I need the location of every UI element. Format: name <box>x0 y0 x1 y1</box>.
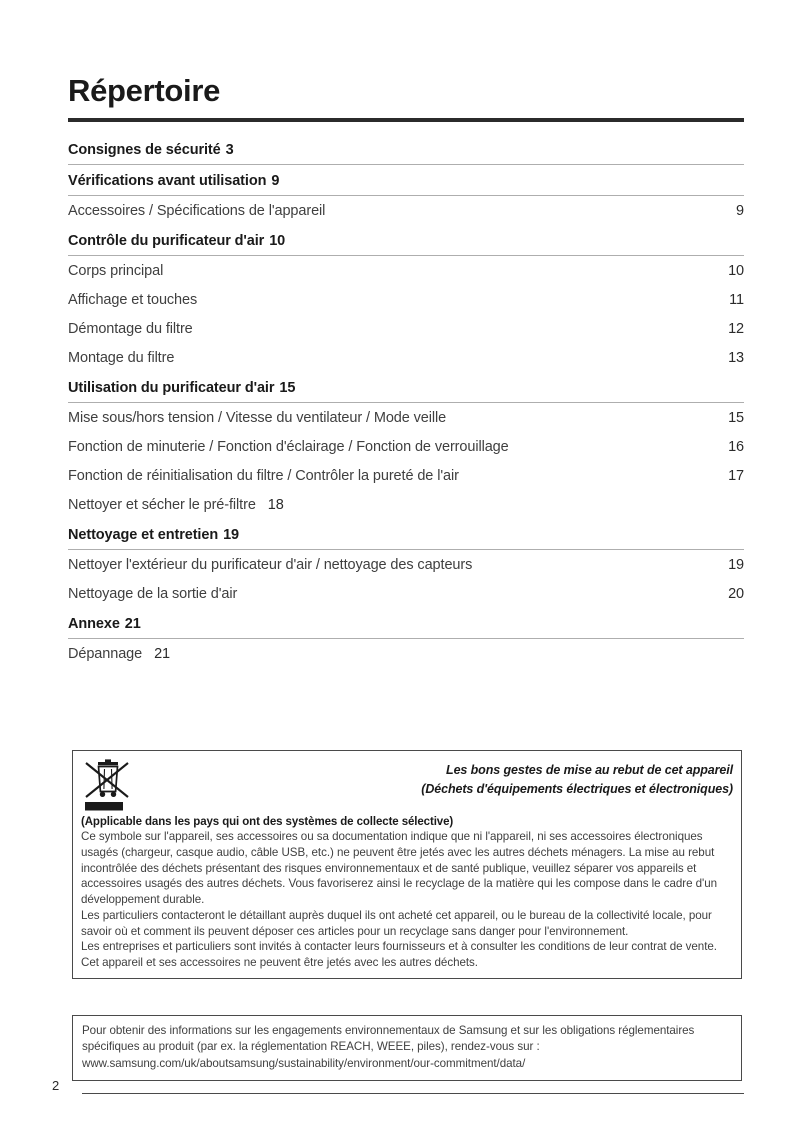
toc-entry-page: 12 <box>728 321 744 337</box>
weee-title-line-1: Les bons gestes de mise au rebut de cet appareil <box>446 763 733 777</box>
weee-title-line-2: (Déchets d'équipements électriques et électroniques) <box>421 782 733 797</box>
toc-section-page: 19 <box>223 527 240 543</box>
weee-paragraph-3: Les entreprises et particuliers sont invités à contacter leurs fournisseurs et à consulter les conditions de leur contrat de vente. Cet appareil et ses accessoires ne peuvent être jetés avec les autres déchets. <box>81 940 717 970</box>
toc-entry-label: Mise sous/hors tension / Vitesse du ventilateur / Mode veille <box>68 410 447 426</box>
toc-entry-page: 19 <box>728 557 744 573</box>
toc-section-heading[interactable] <box>68 608 744 638</box>
toc-section-label: Utilisation du purificateur d'air <box>68 380 275 396</box>
toc-section-heading[interactable] <box>68 519 744 549</box>
toc-entry-page: 16 <box>728 439 744 455</box>
environmental-info-box <box>72 1015 742 1081</box>
toc-section-label: Vérifications avant utilisation <box>68 173 267 189</box>
toc-entry-row[interactable] <box>68 550 744 579</box>
footer-page-number: 2 <box>52 1078 60 1093</box>
toc-entry-page: 21 <box>154 646 171 662</box>
toc-entry-page: 9 <box>736 203 744 219</box>
toc-entry-row[interactable] <box>68 461 744 490</box>
toc-entry-label: Nettoyage de la sortie d'air <box>68 586 238 602</box>
toc-entry-row[interactable] <box>68 432 744 461</box>
toc-entry-label: Nettoyer l'extérieur du purificateur d'air / nettoyage des capteurs <box>68 557 473 573</box>
toc-entry-row[interactable] <box>68 403 744 432</box>
toc-entry-row[interactable] <box>68 639 744 668</box>
weee-paragraph-1: Ce symbole sur l'appareil, ses accessoires ou sa documentation indique que ni l'appareil, ni ses accessoires électroniques usagés (chargeur, casque audio, câble USB, etc.) ne peuvent être jetés avec les autres déchets ménagers. La mise au rebut incontrôlée des déchets présentant des risques environnementaux et de santé publique, veuillez séparer vos appareils et accessoires usagés des autres déchets. Vous favoriserez ainsi le recyclage de la matière qui les compose dans le cadre d'un développement durable. <box>81 830 718 907</box>
toc-entry-row[interactable] <box>68 256 744 285</box>
crossed-out-wheelie-bin-icon <box>83 757 135 815</box>
toc-section-heading[interactable] <box>68 134 744 164</box>
toc-entry-label: Démontage du filtre <box>68 321 193 337</box>
toc-section-page: 3 <box>225 142 234 158</box>
toc-entry-label: Accessoires / Spécifications de l'appareil <box>68 203 326 219</box>
toc-entry-label: Nettoyer et sécher le pré-filtre <box>68 497 256 513</box>
weee-notice-titles <box>81 757 733 800</box>
toc-section-page: 21 <box>124 616 141 632</box>
toc-section-label: Nettoyage et entretien <box>68 527 219 543</box>
page-footer <box>52 1078 744 1100</box>
toc-entry-page: 18 <box>267 497 284 513</box>
weee-notice-header <box>81 757 733 815</box>
weee-paragraph-2: Les particuliers contacteront le détaillant auprès duquel ils ont acheté cet appareil, ou le bureau de la collectivité locale, pour savoir où et comment ils peuvent déposer ces articles pour un recyclage sans danger pour l'environnement. <box>81 908 712 938</box>
page-title: Répertoire <box>68 73 221 108</box>
toc-entry-label: Fonction de réinitialisation du filtre / Contrôler la pureté de l'air <box>68 468 459 484</box>
toc-entry-label: Corps principal <box>68 263 164 279</box>
toc-entry-page: 20 <box>728 586 744 602</box>
toc-section-heading[interactable] <box>68 165 744 195</box>
toc-entry-page: 17 <box>728 468 744 484</box>
toc-entry-row[interactable] <box>68 490 744 519</box>
toc-entry-row[interactable] <box>68 196 744 225</box>
footer-divider <box>82 1093 744 1094</box>
toc-entry-page: 10 <box>728 263 744 279</box>
toc-entry-row[interactable] <box>68 285 744 314</box>
toc-entry-page: 13 <box>728 350 744 366</box>
toc-section-page: 10 <box>269 233 286 249</box>
toc-section-label: Annexe <box>68 616 120 632</box>
table-of-contents <box>68 134 744 668</box>
toc-section-heading[interactable] <box>68 372 744 402</box>
toc-entry-page: 11 <box>729 292 744 308</box>
toc-entry-label: Montage du filtre <box>68 350 175 366</box>
toc-section-label: Consignes de sécurité <box>68 142 221 158</box>
toc-entry-row[interactable] <box>68 314 744 343</box>
toc-entry-row[interactable] <box>68 343 744 372</box>
toc-section-label: Contrôle du purificateur d'air <box>68 233 265 249</box>
toc-entry-row[interactable] <box>68 579 744 608</box>
weee-subtitle: (Applicable dans les pays qui ont des systèmes de collecte sélective) <box>81 816 454 828</box>
weee-notice-box <box>72 750 742 979</box>
toc-section-page: 15 <box>279 380 296 396</box>
title-divider <box>68 118 744 122</box>
toc-section-heading[interactable] <box>68 225 744 255</box>
toc-entry-label: Dépannage <box>68 646 143 662</box>
toc-entry-page: 15 <box>728 410 744 426</box>
environmental-info-text: Pour obtenir des informations sur les engagements environnementaux de Samsung et sur les obligations réglementaires spécifiques au produit (par ex. la réglementation REACH, WEEE, piles), rendez-vous sur : www.samsung.com/uk/aboutsamsung/sustainability/environment/our-commitment/data/ <box>82 1024 695 1070</box>
toc-entry-label: Affichage et touches <box>68 292 198 308</box>
toc-section-page: 9 <box>271 173 280 189</box>
toc-entry-label: Fonction de minuterie / Fonction d'éclairage / Fonction de verrouillage <box>68 439 509 455</box>
